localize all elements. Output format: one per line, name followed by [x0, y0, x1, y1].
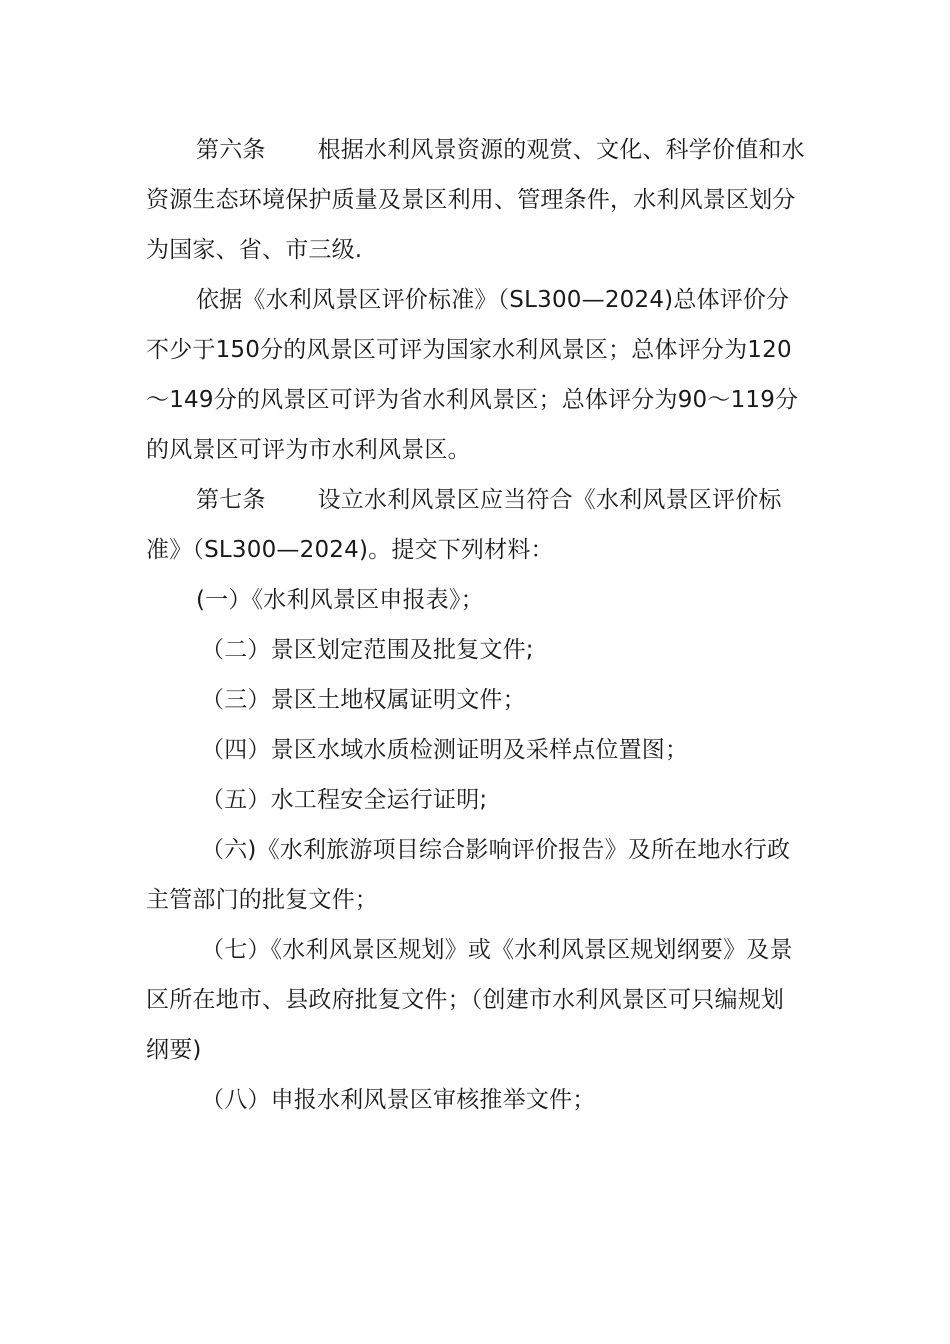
document-body	[146, 125, 806, 1125]
list-item-1: (一）《水利风景区申报表》；	[196, 587, 484, 613]
list-item-7: （七）《水利风景区规划》或《水利风景区规划纲要》及景区所在地市、县政府批复文件；（创建市水利风景区可只编规划纲要)	[146, 937, 793, 1063]
article-7-heading: 第七条	[196, 487, 266, 513]
list-item-6: （六)《水利旅游项目综合影响评价报告》及所在地水行政主管部门的批复文件；	[146, 837, 791, 913]
list-item-3: （三）景区土地权属证明文件；	[201, 687, 526, 713]
list-item-5: （五）水工程安全运行证明;	[201, 787, 488, 813]
article-6-paragraph	[146, 125, 806, 275]
list-item-4: （四）景区水域水质检测证明及采样点位置图；	[201, 737, 689, 763]
article-6-second-paragraph: 依据《水利风景区评价标准》（SL300—2024)总体评价分不少于150分的风景区可评为国家水利风景区；总体评分为120～149分的风景区可评为省水利风景区；总体评分为90～119分的风景区可评为市水利风景区。	[146, 287, 799, 463]
list-item-8: （八）申报水利风景区审核推举文件；	[201, 1087, 596, 1113]
article-6-text: 根据水利风景资源的观赏、文化、科学价值和水资源生态环境保护质量及景区利用、管理条件，水利风景区划分为国家、省、市三级.	[146, 137, 805, 263]
article-7-paragraph	[146, 475, 806, 575]
list-item-2: （二）景区划定范围及批复文件;	[201, 637, 534, 663]
article-6-heading: 第六条	[196, 137, 266, 163]
article-7-text: 设立水利风景区应当符合《水利风景区评价标准》（SL300—2024)。提交下列材料：	[146, 487, 782, 563]
